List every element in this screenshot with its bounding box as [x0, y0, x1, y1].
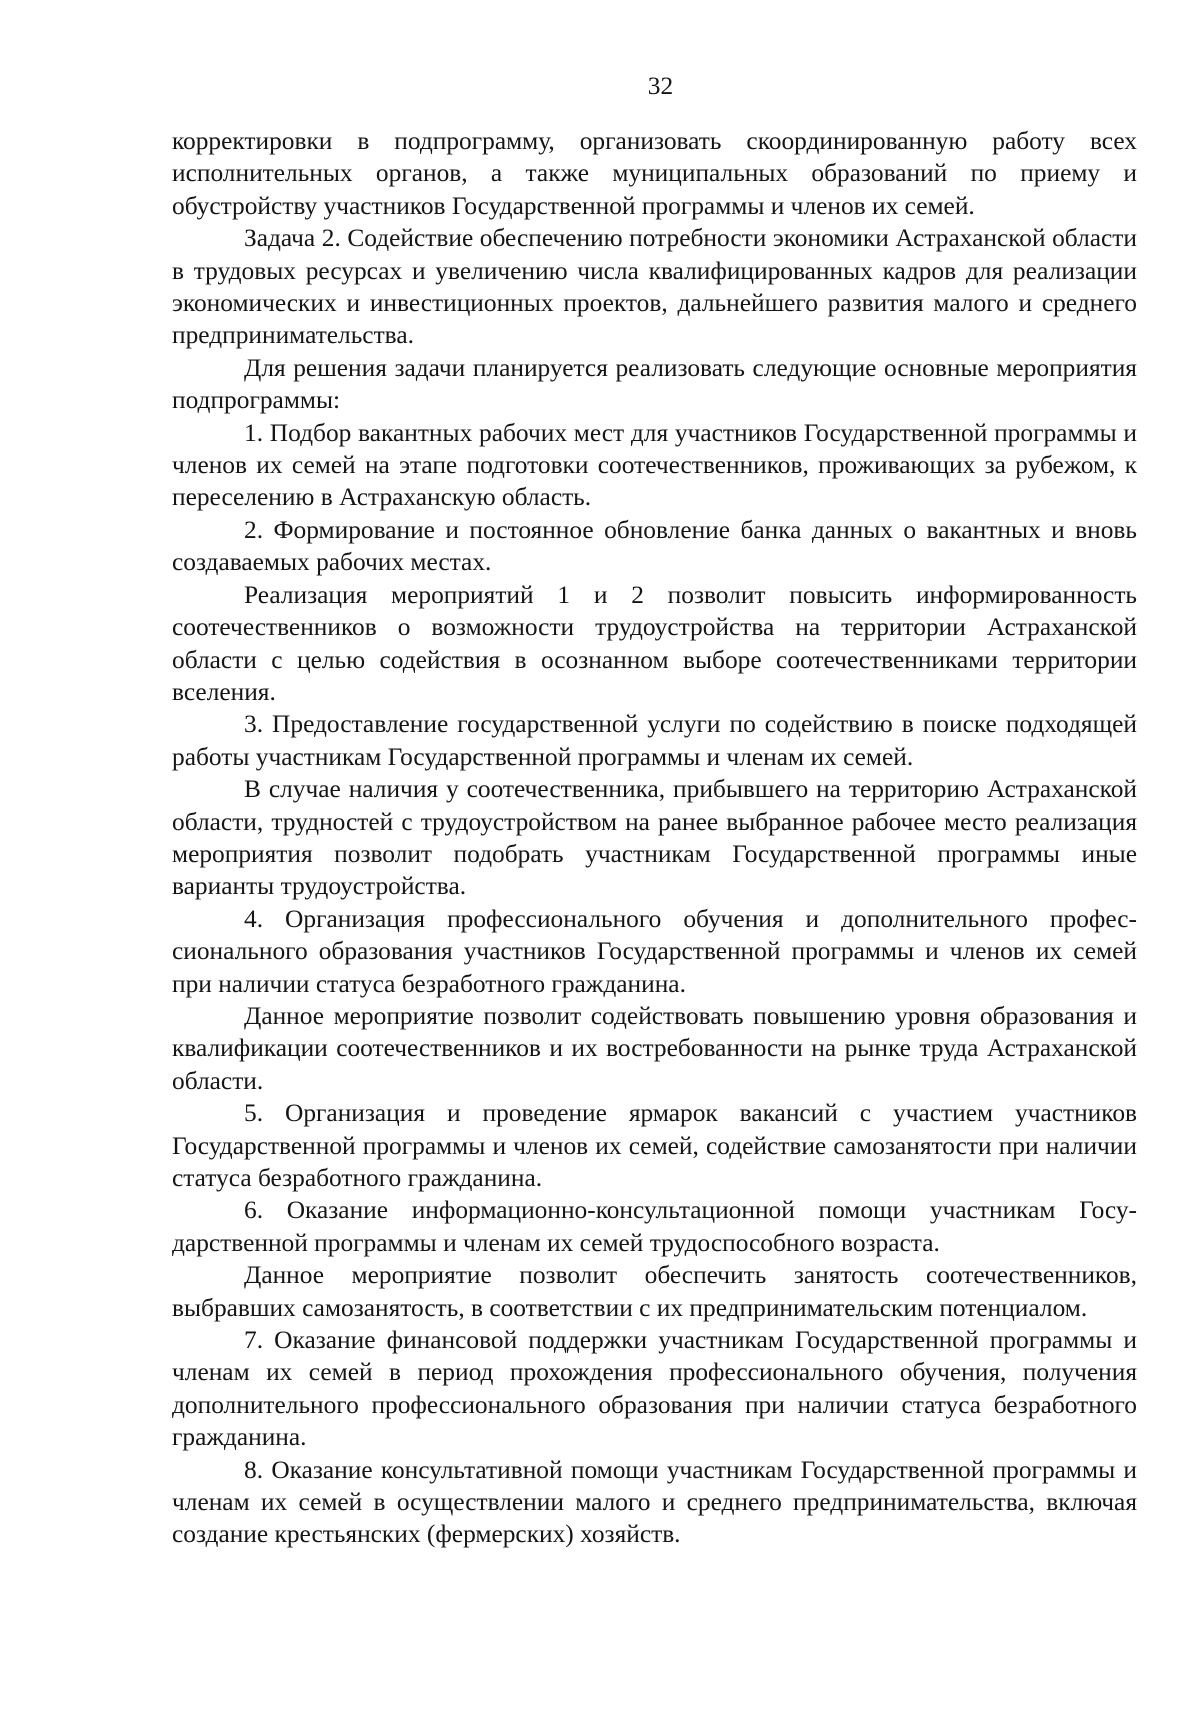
paragraph-measure-6-effect: Данное мероприятие позволит обеспечить занятость соотечественников, выбравших самозанятость, в соответствии с их предпринимательским потенциалом.: [172, 1261, 1137, 1322]
paragraph-measure-1: 1. Подбор вакантных рабочих мест для участников Государственной программы и членов их семей на этапе подготовки соотечественников, проживающих за рубежом, к переселению в Астраханскую область.: [172, 418, 1137, 512]
paragraph-measure-2: 2. Формирование и постоянное обновление банка данных о вакантных и вновь создаваемых рабочих местах.: [172, 515, 1137, 577]
paragraph-measures-intro: Для решения задачи планируется реализовать следующие основные мероприятия подпрограммы:: [172, 353, 1137, 415]
document-page: [172, 70, 1137, 1551]
paragraph-continuation: корректировки в подпрограмму, организовать скоординированную работу всех исполнительных органов, а также муниципальных образований по приему и обустройству участников Государственной программы и членов их семей.: [172, 127, 1137, 220]
paragraph-measure-7: 7. Оказание финансовой поддержки участникам Государственной программы и членам их семей в период прохождения профессионального обучения, получения дополнительного профессионального образования при наличии статуса безработного гражданина.: [172, 1326, 1137, 1452]
paragraph-measure-3: 3. Предоставление государственной услуги по содействию в поиске подходящей работы участникам Государственной программы и членам их семей.: [172, 710, 1137, 771]
paragraph-task-2: Задача 2. Содействие обеспечению потребности экономики Астраханской области в трудовых ресурсах и увеличению числа квалифицированных кадров для реализации экономических и инвестиционных проектов, дальнейшего развития малого и среднего предпринимательства.: [172, 224, 1137, 350]
paragraph-measures-1-2-effect: Реализация мероприятий 1 и 2 позволит повысить информированность соотечественников о возможности трудоустройства на территории Астраханской области с целью содействия в осознанном выборе соотечественниками территории вселения.: [172, 580, 1137, 706]
page-number: 32: [647, 72, 674, 100]
paragraph-measure-5: 5. Организация и проведение ярмарок вакансий с участием участников Государственной программы и членов их семей, содействие самозанятости при наличии статуса безработного гражданина.: [172, 1099, 1137, 1192]
paragraph-measure-6: 6. Оказание информационно-консультационной помощи участникам Государственной программы и членам их семей трудоспособного возраста.: [172, 1196, 1137, 1257]
paragraph-measure-8: 8. Оказание консультативной помощи участникам Государственной программы и членам их семей в осуществлении малого и среднего предпринимательства, включая создание крестьянских (фермерских) хозяйств.: [172, 1455, 1137, 1549]
paragraph-measure-4-effect: Данное мероприятие позволит содействовать повышению уровня образования и квалификации соотечественников и их востребованности на рынке труда Астраханской области.: [172, 1001, 1137, 1095]
paragraph-measure-4: 4. Организация профессионального обучения и дополнительного профессионального образования участников Государственной программы и членов их семей при наличии статуса безработного гражданина.: [172, 904, 1137, 998]
paragraph-measure-3-effect: В случае наличия у соотечественника, прибывшего на территорию Астраханской области, трудностей с трудоустройством на ранее выбранное рабочее место реализация мероприятия позволит подобрать участникам Государственной программы иные варианты трудоустройства.: [172, 775, 1137, 901]
